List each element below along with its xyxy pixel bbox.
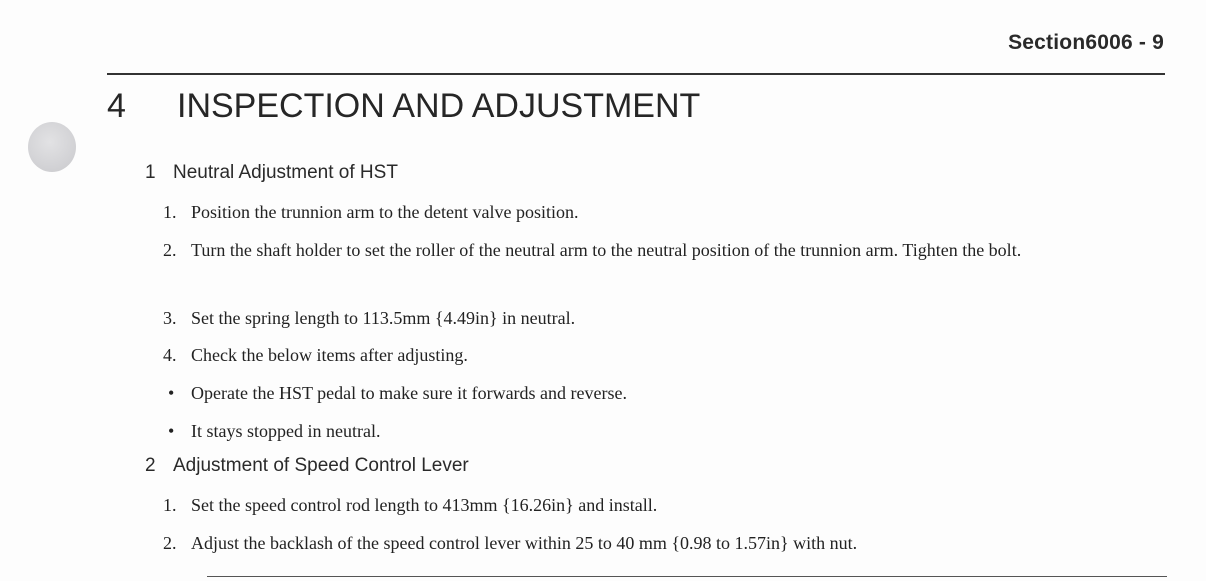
footer-rule [207, 576, 1167, 577]
list-item-text: Position the trunnion arm to the detent valve position. [191, 202, 579, 222]
list-item [163, 417, 1131, 446]
list-item-text: Adjust the backlash of the speed control lever within 25 to 40 mm {0.98 to 1.57in} with nut. [191, 533, 858, 553]
section-header: Section6006 - 9 [1008, 31, 1164, 54]
list-marker: 1. [163, 495, 177, 515]
list-marker: 4. [163, 345, 177, 365]
list-item-text: Check the below items after adjusting. [191, 345, 468, 365]
header-rule [107, 73, 1165, 75]
bullet-marker: • [168, 421, 175, 441]
list-item [163, 341, 1131, 370]
list-marker: 3. [163, 308, 177, 328]
chapter-number: 4 [107, 87, 126, 125]
section-number: 1 [145, 162, 156, 183]
list-item [163, 491, 1131, 520]
list-marker: 2. [163, 240, 177, 260]
chapter-title: INSPECTION AND ADJUSTMENT [177, 87, 701, 125]
list-item [163, 236, 1109, 265]
section-number: 2 [145, 455, 156, 476]
section-heading-neutral-adjustment [145, 162, 398, 184]
list-item [163, 304, 1131, 333]
list-item-text: Turn the shaft holder to set the roller of the neutral arm to the neutral position of the trunnion arm. Tighten the bolt. [191, 240, 1022, 260]
list-item-text: Set the spring length to 113.5mm {4.49in} in neutral. [191, 308, 576, 328]
section-title: Adjustment of Speed Control Lever [173, 455, 469, 476]
section-heading-speed-control [145, 455, 469, 477]
list-marker: 2. [163, 533, 177, 553]
list-item-text: It stays stopped in neutral. [191, 421, 381, 441]
list-item [163, 198, 1131, 227]
list-item-text: Operate the HST pedal to make sure it forwards and reverse. [191, 383, 628, 403]
bullet-marker: • [168, 383, 175, 403]
punch-hole [28, 122, 76, 172]
list-item [163, 379, 1131, 408]
section-title: Neutral Adjustment of HST [173, 162, 398, 183]
list-marker: 1. [163, 202, 177, 222]
list-item [163, 529, 1131, 558]
list-item-text: Set the speed control rod length to 413mm {16.26in} and install. [191, 495, 658, 515]
